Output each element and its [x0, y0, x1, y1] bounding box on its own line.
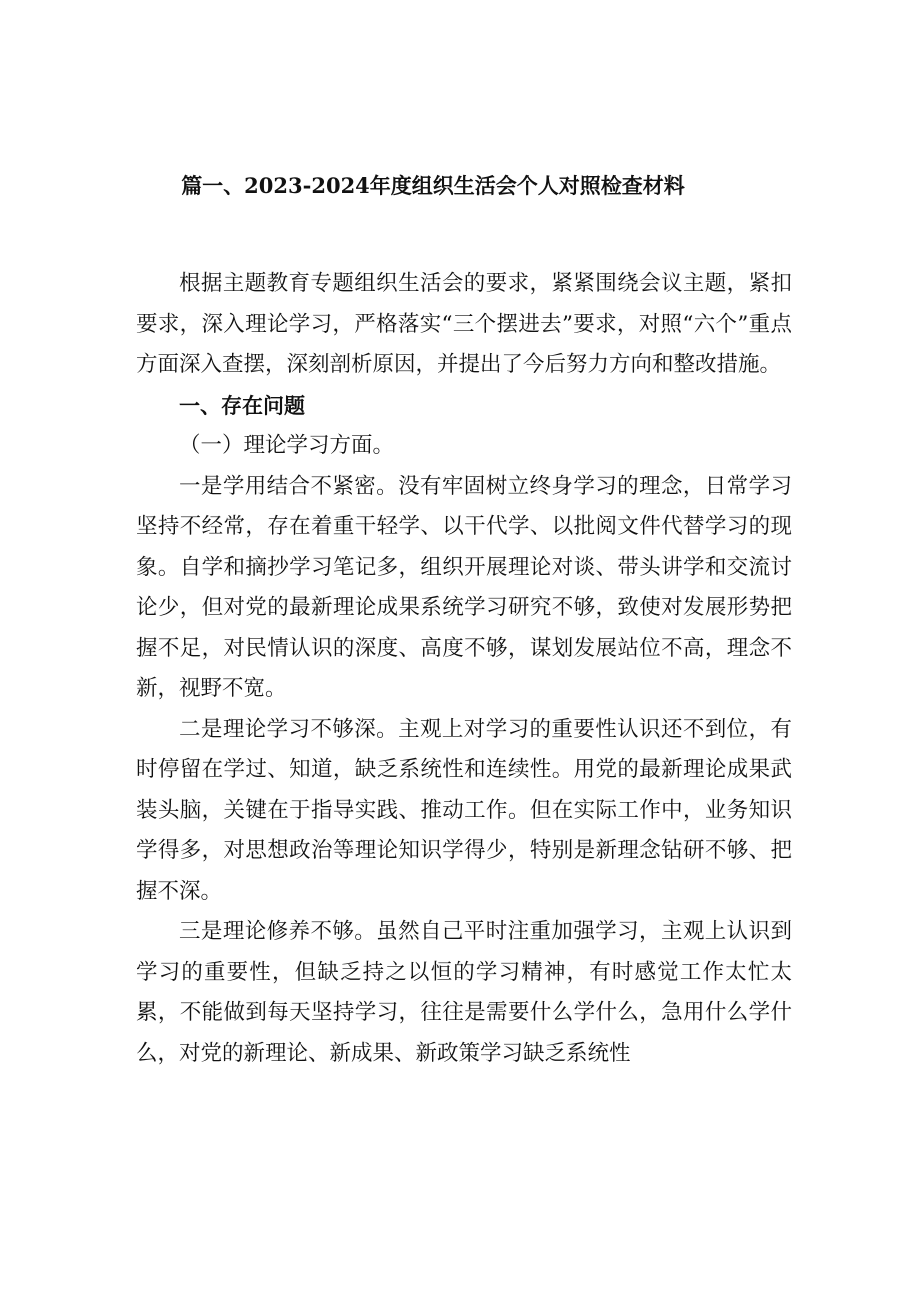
- paragraph-2: 二是理论学习不够深。主观上对学习的重要性认识还不到位，有时停留在学过、知道，缺乏系统性和连续性。用党的最新理论成果武装头脑，关键在于指导实践、推动工作。但在实际工作中，业务知识学得多，对思想政治等理论知识学得少，特别是新理念钻研不够、把握不深。: [136, 716, 792, 904]
- document-title: 篇一、2023-2024年度组织生活会个人对照检查材料: [181, 173, 685, 198]
- intro-paragraph: 根据主题教育专题组织生活会的要求，紧紧围绕会议主题，紧扣要求，深入理论学习，严格落实“三个摆进去”要求，对照“六个”重点方面深入查摆，深刻剖析原因，并提出了今后努力方向和整改措施。: [136, 271, 792, 377]
- section-heading-problems: 一、存在问题: [179, 393, 305, 418]
- document-body: [136, 264, 792, 1074]
- paragraph-3: 三是理论修养不够。虽然自己平时注重加强学习，主观上认识到学习的重要性，但缺乏持之以恒的学习精神，有时感觉工作太忙太累，不能做到每天坚持学习，往往是需要什么学什么，急用什么学什么，对党的新理论、新成果、新政策学习缺乏系统性: [136, 919, 792, 1066]
- paragraph-1: 一是学用结合不紧密。没有牢固树立终身学习的理念，日常学习坚持不经常，存在着重干轻学、以干代学、以批阅文件代替学习的现象。自学和摘抄学习笔记多，组织开展理论对谈、带头讲学和交流讨论少，但对党的最新理论成果系统学习研究不够，致使对发展形势把握不足，对民情认识的深度、高度不够，谋划发展站位不高，理念不新，视野不宽。: [136, 473, 792, 701]
- subsection-heading-theory-study: （一）理论学习方面。: [179, 433, 395, 458]
